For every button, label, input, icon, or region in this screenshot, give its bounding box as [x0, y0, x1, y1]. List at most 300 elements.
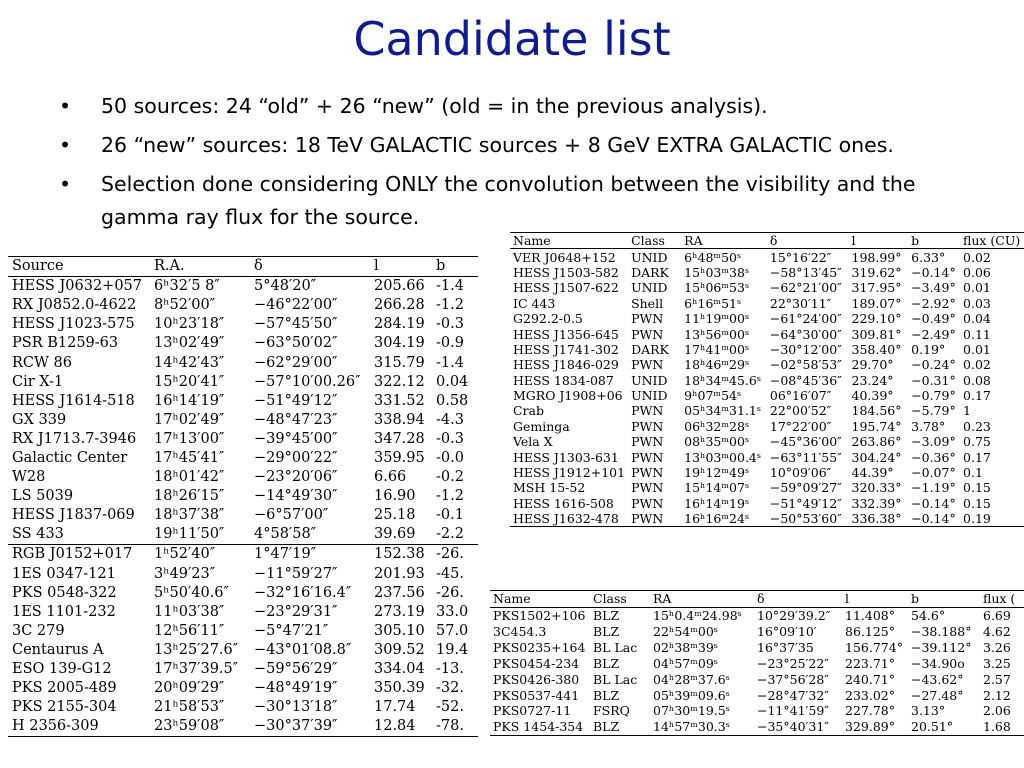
table-cell: 0.04: [963, 311, 991, 327]
table-cell: 19ʰ11′50″: [154, 526, 225, 543]
table-cell: BL Lac: [593, 639, 638, 655]
table-cell: 16ʰ16ᵐ24ˢ: [684, 511, 750, 527]
table-cell: 18ʰ26′15″: [154, 488, 225, 505]
table-cell: -2.2: [436, 526, 464, 543]
table-cell: 8ʰ52′00″: [154, 297, 216, 314]
table-cell: 0.1: [963, 465, 983, 481]
table-cell: 233.02°: [845, 687, 895, 703]
table-cell: MSH 15-52: [513, 480, 586, 496]
table-row: [8, 603, 478, 622]
table-cell: 1ʰ52′40″: [154, 546, 216, 563]
table-cell: RX J0852.0-4622: [12, 297, 137, 314]
table-cell: 2.57: [983, 671, 1011, 687]
table-cell: 0.19°: [911, 341, 946, 357]
table-cell: 273.19: [374, 603, 425, 620]
table-cell: 39.69: [374, 526, 416, 543]
table-row: [490, 719, 1024, 735]
table-cell: −57°45′50″: [254, 316, 338, 333]
table-cell: IC 443: [513, 295, 556, 311]
table-header-row: [510, 233, 1024, 249]
table-row: [8, 277, 478, 297]
table-row: [490, 640, 1024, 656]
table-cell: 15°16′22″: [769, 249, 832, 265]
table-row: [8, 449, 478, 468]
table-cell: HESS J1741-302: [513, 341, 619, 357]
table-cell: 6.33°: [911, 249, 946, 265]
table-cell: 309.81°: [851, 326, 902, 342]
table-cell: −11°59′27″: [254, 565, 338, 582]
table-cell: LS 5039: [12, 488, 74, 505]
table-cell: HESS 1834-087: [513, 372, 614, 388]
table-row: [510, 434, 1024, 449]
table-cell: 2.12: [983, 687, 1011, 703]
table-cell: −3.09°: [911, 434, 956, 450]
table-cell: PWN: [631, 418, 664, 434]
table-cell: 0.06: [963, 264, 991, 280]
table-cell: −58°13′45″: [769, 264, 842, 280]
table-row: [510, 280, 1024, 295]
table-cell: 334.04: [374, 661, 425, 678]
table-cell: HESS J1023-575: [12, 316, 135, 333]
table-cell: PWN: [631, 357, 664, 373]
table-cell: W28: [12, 469, 46, 486]
table-cell: 18ʰ46ᵐ29ˢ: [684, 357, 750, 373]
table-cell: Vela X: [513, 434, 553, 450]
table-row: [8, 717, 478, 737]
table-cell: MGRO J1908+06: [513, 388, 623, 404]
table-row: [510, 311, 1024, 326]
table-cell: −59°09′27″: [769, 480, 842, 496]
table-row: [510, 357, 1024, 372]
table-cell: −2.49°: [911, 326, 956, 342]
table-row: [510, 373, 1024, 388]
table-cell: 20ʰ09′29″: [154, 680, 225, 697]
table-row: [490, 671, 1024, 687]
table-cell: RX J1713.7-3946: [12, 430, 137, 447]
table-cell: 338.94: [374, 411, 425, 428]
table-cell: 305.10: [374, 622, 425, 639]
table-cell: -1.2: [436, 488, 464, 505]
table-cell: 16.90: [374, 488, 416, 505]
column-header: flux (CU): [963, 233, 1021, 249]
table-cell: 189.07°: [851, 295, 902, 311]
table-row: [510, 465, 1024, 480]
old-galactic-rows: [8, 277, 478, 545]
table-cell: 3.26: [983, 639, 1011, 655]
table-cell: 358.40°: [851, 341, 902, 357]
table-cell: 14ʰ42′43″: [154, 354, 225, 371]
table-cell: 0.01: [963, 341, 991, 357]
table-row: [8, 565, 478, 584]
table-cell: -1.4: [436, 278, 464, 295]
table-cell: −59°56′29″: [254, 661, 338, 678]
table-cell: 3C 279: [12, 622, 65, 639]
table-cell: Geminga: [513, 418, 570, 434]
table-row: [8, 334, 478, 353]
table-cell: HESS J0632+057: [12, 278, 142, 295]
table-cell: 0.19: [963, 511, 991, 527]
table-row: [8, 545, 478, 565]
table-cell: −0.49°: [911, 311, 956, 327]
table-cell: DARK: [631, 264, 669, 280]
table-cell: −32°16′16.4″: [254, 584, 352, 601]
column-header: Class: [593, 591, 627, 607]
table-cell: 184.56°: [851, 403, 902, 419]
table-cell: 198.99°: [851, 249, 902, 265]
table-cell: PKS0426-380: [493, 671, 580, 687]
table-cell: 1: [963, 403, 971, 419]
column-header: Name: [493, 591, 531, 607]
page-title: Candidate list: [353, 12, 671, 66]
table-cell: HESS J1356-645: [513, 326, 619, 342]
table-cell: 08ʰ35ᵐ00ˢ: [684, 434, 750, 450]
bullet-item: [55, 129, 995, 162]
table-cell: 359.95: [374, 449, 425, 466]
table-cell: 06ʰ32ᵐ28ˢ: [684, 418, 750, 434]
table-cell: −64°30′00″: [769, 326, 842, 342]
table-cell: 350.39: [374, 680, 425, 697]
table-cell: 6ʰ32′5 8″: [154, 278, 220, 295]
table-cell: PWN: [631, 465, 664, 481]
table-cell: 16°37′35: [757, 639, 814, 655]
table-cell: 304.24°: [851, 449, 902, 465]
table-cell: 1°47′19″: [254, 546, 317, 563]
table-cell: PSR B1259-63: [12, 335, 119, 352]
table-cell: 22°00′52″: [769, 403, 832, 419]
table-cell: Cir X-1: [12, 373, 64, 390]
table-cell: 284.19: [374, 316, 425, 333]
table-cell: −23°20′06″: [254, 469, 338, 486]
table-cell: 17.74: [374, 699, 416, 716]
column-header: b: [911, 591, 920, 607]
table-cell: -0.9: [436, 335, 464, 352]
table-cell: BLZ: [593, 719, 620, 735]
table-cell: 23ʰ59′08″: [154, 718, 225, 735]
table-row: [490, 703, 1024, 719]
table-cell: 15ʰ0.4ᵐ24.98ˢ: [653, 608, 742, 624]
table-cell: 0.11: [963, 326, 991, 342]
table-cell: PWN: [631, 434, 664, 450]
table-cell: 13ʰ56ᵐ00ˢ: [684, 326, 750, 342]
table-cell: −0.14°: [911, 264, 956, 280]
table-cell: HESS J1846-029: [513, 357, 619, 373]
table-cell: G292.2-0.5: [513, 311, 583, 327]
table-cell: −51°49′12″: [254, 392, 338, 409]
table-cell: −3.49°: [911, 280, 956, 296]
table-row: [510, 388, 1024, 403]
table-cell: 05ʰ39ᵐ09.6ˢ: [653, 687, 730, 703]
table-cell: 0.03: [963, 295, 991, 311]
table-cell: RCW 86: [12, 354, 72, 371]
table-row: [510, 249, 1024, 265]
table-cell: −43.62°: [911, 671, 964, 687]
table-row: [510, 480, 1024, 495]
table-cell: Crab: [513, 403, 544, 419]
table-row: [510, 496, 1024, 511]
bullet-item: [55, 168, 995, 234]
table-cell: UNID: [631, 249, 668, 265]
table-cell: 1.68: [983, 719, 1011, 735]
table-cell: −50°53′60″: [769, 511, 842, 527]
table-cell: 332.39°: [851, 495, 902, 511]
table-cell: 16ʰ14ᵐ19ˢ: [684, 495, 750, 511]
table-cell: 22ʰ54ᵐ00ˢ: [653, 623, 719, 639]
table-cell: 331.52: [374, 392, 425, 409]
column-header: b: [436, 258, 446, 275]
table-cell: PWN: [631, 449, 664, 465]
table-cell: 20.51°: [911, 719, 954, 735]
column-header: RA: [653, 591, 672, 607]
table-cell: 6ʰ48ᵐ50ˢ: [684, 249, 742, 265]
table-cell: 5ʰ50′40.6″: [154, 584, 229, 601]
table-cell: 223.71°: [845, 655, 895, 671]
table-row: [8, 373, 478, 392]
column-header: l: [845, 591, 849, 607]
table-cell: 19.4: [436, 641, 469, 658]
table-cell: UNID: [631, 388, 668, 404]
table-cell: HESS J1614-518: [12, 392, 135, 409]
table-cell: −46°22′00″: [254, 297, 338, 314]
table-cell: −37°56′28″: [757, 671, 829, 687]
table-row: [8, 392, 478, 411]
table-cell: 11ʰ03′38″: [154, 603, 225, 620]
table-cell: 44.39°: [851, 465, 894, 481]
table-cell: BLZ: [593, 687, 620, 703]
table-cell: −62°21′00″: [769, 280, 842, 296]
table-cell: HESS J1503-582: [513, 264, 619, 280]
table-cell: HESS J1303-631: [513, 449, 619, 465]
table-cell: PWN: [631, 311, 664, 327]
table-cell: Shell: [631, 295, 664, 311]
table-cell: 13ʰ03ᵐ00.4ˢ: [684, 449, 762, 465]
table-cell: −0.24°: [911, 357, 956, 373]
table-cell: 17ʰ45′41″: [154, 449, 225, 466]
table-cell: −61°24′00″: [769, 311, 842, 327]
table-cell: -13.: [436, 661, 464, 678]
table-cell: 4.62: [983, 623, 1011, 639]
table-cell: 05ʰ34ᵐ31.1ˢ: [684, 403, 762, 419]
table-cell: -0.2: [436, 469, 464, 486]
table-header-row: [490, 591, 1024, 608]
column-header: Class: [631, 233, 665, 249]
table-cell: -1.4: [436, 354, 464, 371]
table-cell: 266.28: [374, 297, 425, 314]
table-cell: 6.66: [374, 469, 407, 486]
table-cell: −0.14°: [911, 495, 956, 511]
table-cell: −38.188°: [911, 623, 972, 639]
table-row: [490, 687, 1024, 703]
bullet-dot-icon: •: [59, 94, 72, 118]
table-row: [8, 487, 478, 506]
table-cell: 04ʰ28ᵐ37.6ˢ: [653, 671, 730, 687]
table-cell: 11ʰ19ᵐ00ˢ: [684, 311, 750, 327]
table-cell: HESS J1507-622: [513, 280, 619, 296]
table-cell: 6ʰ16ᵐ51ˢ: [684, 295, 742, 311]
table-cell: 322.12: [374, 373, 425, 390]
table-cell: -26.: [436, 584, 464, 601]
table-cell: RGB J0152+017: [12, 546, 133, 563]
table-cell: 18ʰ37′38″: [154, 507, 225, 524]
table-cell: 263.86°: [851, 434, 902, 450]
table-cell: 205.66: [374, 278, 425, 295]
table-row: [510, 403, 1024, 418]
table-cell: −11°41′59″: [757, 703, 829, 719]
column-header: δ: [254, 258, 263, 275]
table-cell: −0.31°: [911, 372, 956, 388]
table-row: [8, 641, 478, 660]
table-cell: −28°47′32″: [757, 687, 829, 703]
table-cell: HESS J1837-069: [12, 507, 135, 524]
table-cell: 319.62°: [851, 264, 902, 280]
table-cell: PWN: [631, 403, 664, 419]
table-cell: 3.78°: [911, 418, 946, 434]
table-cell: −5°47′21″: [254, 622, 329, 639]
column-header: δ: [769, 233, 778, 249]
table-row: [490, 624, 1024, 640]
table-cell: 229.10°: [851, 311, 902, 327]
column-header: b: [911, 233, 920, 249]
table-cell: -4.3: [436, 411, 464, 428]
table-cell: 04ʰ57ᵐ09ˢ: [653, 655, 719, 671]
table-cell: 5°48′20″: [254, 278, 317, 295]
table-cell: −29°00′22″: [254, 449, 338, 466]
table-cell: −6°57′00″: [254, 507, 329, 524]
table-cell: 11.408°: [845, 608, 895, 624]
table-cell: 23.24°: [851, 372, 894, 388]
table-cell: 1ES 0347-121: [12, 565, 116, 582]
table-row: [490, 607, 1024, 623]
table-cell: 12.84: [374, 718, 416, 735]
table-cell: 10ʰ23′18″: [154, 316, 225, 333]
table-cell: 07ʰ30ᵐ19.5ˢ: [653, 703, 730, 719]
table-cell: PKS 2155-304: [12, 699, 117, 716]
table-row: [8, 698, 478, 717]
table-cell: −23°29′31″: [254, 603, 338, 620]
table-cell: 14ʰ57ᵐ30.3ˢ: [653, 719, 730, 735]
table-cell: −62°29′00″: [254, 354, 338, 371]
table-cell: 0.58: [436, 392, 469, 409]
table-cell: 0.04: [436, 373, 469, 390]
column-header: Source: [12, 258, 64, 275]
table-cell: PWN: [631, 495, 664, 511]
table-cell: 0.23: [963, 418, 991, 434]
table-row: [510, 296, 1024, 311]
table-cell: -78.: [436, 718, 464, 735]
table-cell: 336.38°: [851, 511, 902, 527]
table-row: [8, 679, 478, 698]
table-cell: Centaurus A: [12, 641, 104, 658]
table-cell: 15ʰ06ᵐ53ˢ: [684, 280, 750, 296]
table-cell: 57.0: [436, 622, 469, 639]
table-cell: 13ʰ25′27.6″: [154, 641, 239, 658]
table-cell: 17ʰ41ᵐ00ˢ: [684, 341, 750, 357]
table-cell: PKS0454-234: [493, 655, 580, 671]
table-cell: Galactic Center: [12, 449, 128, 466]
table-cell: 195.74°: [851, 418, 902, 434]
table-cell: -0.1: [436, 507, 464, 524]
table-cell: ESO 139-G12: [12, 661, 112, 678]
table-cell: 0.17: [963, 449, 991, 465]
table-cell: HESS 1616-508: [513, 495, 614, 511]
table-cell: 9ʰ07ᵐ54ˢ: [684, 388, 742, 404]
table-cell: DARK: [631, 341, 669, 357]
table-cell: −0.07°: [911, 465, 956, 481]
table-cell: −45°36′00″: [769, 434, 842, 450]
table-cell: 17°22′00″: [769, 418, 832, 434]
bullet-text: 26 “new” sources: 18 TeV GALACTIC sources + 8 GeV EXTRA GALACTIC ones.: [101, 133, 894, 157]
table-cell: -0.0: [436, 449, 464, 466]
table-row: [8, 584, 478, 603]
table-cell: -0.3: [436, 316, 464, 333]
table-cell: 0.08: [963, 372, 991, 388]
table-cell: 15ʰ20′41″: [154, 373, 225, 390]
bullet-text: 50 sources: 24 “old” + 26 “new” (old = in the previous analysis).: [101, 94, 768, 118]
table-cell: 1ES 1101-232: [12, 603, 116, 620]
table-cell: PKS 0548-322: [12, 584, 117, 601]
table-row: [8, 315, 478, 334]
table-cell: SS 433: [12, 526, 64, 543]
table-row: [8, 660, 478, 679]
column-header: δ: [757, 591, 765, 607]
table-cell: 06°16′07″: [769, 388, 832, 404]
column-header: RA: [684, 233, 703, 249]
table-row: [510, 449, 1024, 464]
table-row: [8, 622, 478, 641]
table-cell: 17ʰ02′49″: [154, 411, 225, 428]
table-cell: −30°13′18″: [254, 699, 338, 716]
table-cell: −51°49′12″: [769, 495, 842, 511]
table-cell: −0.36°: [911, 449, 956, 465]
table-cell: FSRQ: [593, 703, 630, 719]
table-cell: 10°09′06″: [769, 465, 832, 481]
new-extragalactic-table: [490, 590, 1024, 736]
table-cell: 304.19: [374, 335, 425, 352]
table-cell: −48°49′19″: [254, 680, 338, 697]
bullet-dot-icon: •: [59, 172, 72, 196]
new-galactic-rows: [510, 249, 1024, 527]
table-cell: 16ʰ14′19″: [154, 392, 225, 409]
table-cell: H 2356-309: [12, 718, 99, 735]
table-cell: −30°12′00″: [769, 341, 842, 357]
table-cell: UNID: [631, 372, 668, 388]
table-cell: −39°45′00″: [254, 430, 338, 447]
table-cell: 3.13°: [911, 703, 946, 719]
table-cell: 17ʰ37′39.5″: [154, 661, 239, 678]
bullet-dot-icon: •: [59, 133, 72, 157]
table-cell: −35°40′31″: [757, 719, 829, 735]
table-cell: −43°01′08.8″: [254, 641, 352, 658]
table-cell: 309.52: [374, 641, 425, 658]
table-cell: 10°29′39.2″: [757, 608, 831, 624]
table-cell: 0.15: [963, 480, 991, 496]
table-cell: −23°25′22″: [757, 655, 829, 671]
table-cell: −5.79°: [911, 403, 956, 419]
table-cell: 12ʰ56′11″: [154, 622, 225, 639]
table-cell: PKS 2005-489: [12, 680, 117, 697]
table-cell: 15ʰ14ᵐ07ˢ: [684, 480, 750, 496]
table-cell: -45.: [436, 565, 464, 582]
table-row: [510, 419, 1024, 434]
table-cell: 0.02: [963, 249, 991, 265]
table-cell: -1.2: [436, 297, 464, 314]
table-cell: 227.78°: [845, 703, 895, 719]
table-cell: -0.3: [436, 430, 464, 447]
table-cell: PWN: [631, 511, 664, 527]
table-cell: −48°47′23″: [254, 411, 338, 428]
table-cell: HESS J1632-478: [513, 511, 619, 527]
table-cell: 0.01: [963, 280, 991, 296]
table-cell: 329.89°: [845, 719, 895, 735]
